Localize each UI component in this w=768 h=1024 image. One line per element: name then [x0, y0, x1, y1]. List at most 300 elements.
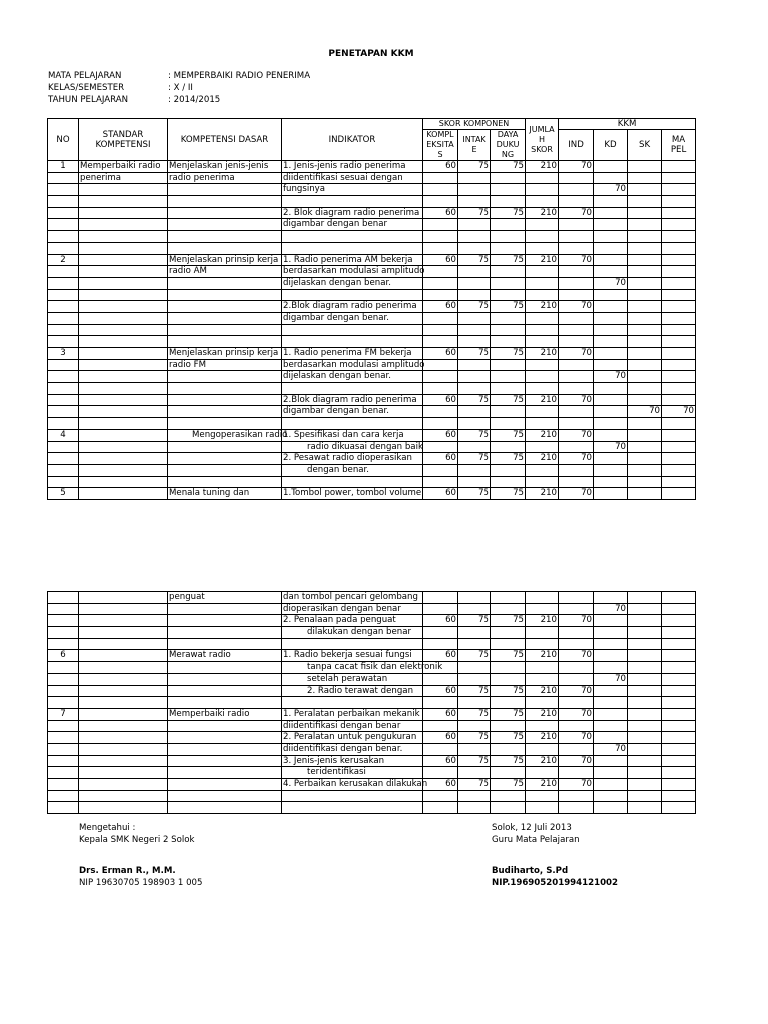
cell-jumlah-skor	[526, 184, 559, 196]
cell-standar-kompetensi: Memperbaiki radio	[79, 161, 168, 173]
cell-kkm-kd	[594, 627, 628, 639]
cell-intake	[458, 592, 491, 604]
cell-kkm-kd	[594, 767, 628, 779]
cell-indikator: digambar dengan benar.	[282, 406, 423, 418]
cell-kompetensi-dasar	[168, 336, 282, 348]
cell-standar-kompetensi	[79, 184, 168, 196]
cell-kompleksitas	[423, 371, 458, 383]
cell-jumlah-skor	[526, 464, 559, 476]
cell-standar-kompetensi	[79, 790, 168, 802]
header-indikator: INDIKATOR	[282, 119, 423, 161]
table-row	[48, 207, 696, 219]
cell-kompleksitas	[423, 627, 458, 639]
cell-standar-kompetensi	[79, 453, 168, 465]
cell-indikator: teridentifikasi	[282, 767, 423, 779]
cell-standar-kompetensi	[79, 301, 168, 313]
cell-jumlah-skor: 210	[526, 301, 559, 313]
cell-intake	[458, 603, 491, 615]
cell-no	[48, 289, 79, 301]
cell-kkm-kd	[594, 312, 628, 324]
table-row	[48, 242, 696, 254]
cell-kompleksitas: 60	[423, 453, 458, 465]
cell-intake: 75	[458, 301, 491, 313]
cell-kompleksitas: 60	[423, 708, 458, 720]
cell-indikator: diidentifikasi dengan benar.	[282, 743, 423, 755]
cell-standar-kompetensi	[79, 231, 168, 243]
cell-indikator: diidentifikasi dengan benar	[282, 720, 423, 732]
cell-kkm-kd	[594, 638, 628, 650]
cell-kkm-kd	[594, 207, 628, 219]
header-kompleksitas: KOMPL EKSITA S	[423, 130, 458, 161]
cell-intake	[458, 673, 491, 685]
cell-indikator: 4. Perbaikan kerusakan dilakukan	[283, 779, 428, 789]
cell-kkm-mapel	[662, 184, 696, 196]
cell-daya-dukung	[491, 406, 526, 418]
cell-kkm-ind	[559, 324, 594, 336]
cell-kompleksitas	[423, 312, 458, 324]
cell-kompleksitas	[423, 266, 458, 278]
cell-kkm-mapel	[662, 488, 696, 500]
meta-value: : MEMPERBAIKI RADIO PENERIMA	[168, 71, 311, 81]
cell-indikator	[282, 242, 423, 254]
table-row	[48, 476, 696, 488]
cell-kkm-mapel	[662, 289, 696, 301]
header-kkm-sk: SK	[628, 130, 662, 161]
cell-standar-kompetensi	[79, 662, 168, 674]
cell-daya-dukung	[491, 476, 526, 488]
cell-no	[48, 441, 79, 453]
cell-no	[48, 685, 79, 697]
cell-intake	[458, 476, 491, 488]
cell-kkm-sk: 70	[628, 406, 662, 418]
cell-daya-dukung	[491, 627, 526, 639]
cell-kkm-sk	[628, 464, 662, 476]
cell-indikator	[282, 697, 423, 709]
cell-kkm-ind: 70	[559, 755, 594, 767]
principal-name: Drs. Erman R., M.M.	[79, 866, 176, 876]
cell-jumlah-skor	[526, 172, 559, 184]
cell-kkm-mapel	[662, 161, 696, 173]
cell-kkm-mapel	[662, 755, 696, 767]
cell-kompetensi-dasar	[168, 743, 282, 755]
cell-kompleksitas	[423, 767, 458, 779]
cell-kkm-ind	[559, 790, 594, 802]
cell-standar-kompetensi	[79, 488, 168, 500]
cell-kkm-sk	[628, 453, 662, 465]
cell-indikator: berdasarkan modulasi amplitudo	[283, 359, 425, 370]
cell-kompetensi-dasar	[168, 779, 282, 791]
cell-kompleksitas: 60	[423, 348, 458, 360]
cell-daya-dukung: 75	[491, 207, 526, 219]
cell-kkm-ind	[559, 277, 594, 289]
cell-kkm-sk	[628, 488, 662, 500]
cell-kompleksitas	[423, 720, 458, 732]
cell-indikator: 2.Blok diagram radio penerima	[282, 394, 423, 406]
cell-kkm-mapel	[662, 685, 696, 697]
cell-standar-kompetensi: penerima	[79, 172, 168, 184]
cell-standar-kompetensi	[79, 685, 168, 697]
cell-jumlah-skor	[526, 592, 559, 604]
table-row	[48, 720, 696, 732]
cell-indikator: diidentifikasi sesuai dengan	[282, 172, 423, 184]
cell-kkm-mapel	[662, 708, 696, 720]
cell-jumlah-skor	[526, 289, 559, 301]
cell-standar-kompetensi	[79, 324, 168, 336]
cell-kompleksitas	[423, 638, 458, 650]
cell-kkm-mapel	[662, 802, 696, 814]
cell-daya-dukung	[491, 266, 526, 278]
cell-kompetensi-dasar	[168, 732, 282, 744]
cell-no	[48, 779, 79, 791]
cell-kompetensi-dasar	[168, 476, 282, 488]
cell-no: 3	[48, 348, 79, 360]
cell-jumlah-skor	[526, 767, 559, 779]
cell-kkm-sk	[628, 673, 662, 685]
cell-daya-dukung: 75	[491, 779, 526, 791]
cell-kkm-ind	[559, 406, 594, 418]
cell-indikator: dioperasikan dengan benar	[282, 603, 423, 615]
cell-standar-kompetensi	[79, 697, 168, 709]
cell-standar-kompetensi	[79, 732, 168, 744]
cell-kkm-ind	[559, 720, 594, 732]
table-row	[48, 673, 696, 685]
cell-standar-kompetensi	[79, 394, 168, 406]
cell-intake	[458, 324, 491, 336]
cell-kompleksitas	[423, 184, 458, 196]
cell-kkm-ind: 70	[559, 394, 594, 406]
cell-indikator: fungsinya	[282, 184, 423, 196]
teacher-nip: NIP.196905201994121002	[492, 878, 619, 888]
cell-kkm-ind: 70	[559, 254, 594, 266]
cell-standar-kompetensi	[79, 196, 168, 208]
table-row	[48, 371, 696, 383]
cell-kkm-kd	[594, 779, 628, 791]
cell-kkm-kd	[594, 359, 628, 371]
cell-kkm-ind	[559, 476, 594, 488]
cell-kkm-ind	[559, 242, 594, 254]
cell-kkm-ind: 70	[559, 732, 594, 744]
cell-kompleksitas	[423, 592, 458, 604]
cell-kkm-mapel	[662, 441, 696, 453]
cell-kompetensi-dasar: Memperbaiki radio	[168, 708, 282, 720]
cell-intake	[458, 196, 491, 208]
cell-indikator	[282, 383, 423, 395]
cell-kkm-kd	[594, 172, 628, 184]
table-row	[48, 172, 696, 184]
cell-kkm-mapel	[662, 312, 696, 324]
cell-kkm-sk	[628, 638, 662, 650]
cell-standar-kompetensi	[79, 242, 168, 254]
table-row	[48, 429, 696, 441]
cell-daya-dukung	[491, 184, 526, 196]
cell-intake	[458, 219, 491, 231]
cell-kkm-mapel	[662, 476, 696, 488]
cell-kkm-kd	[594, 266, 628, 278]
cell-kompetensi-dasar	[168, 453, 282, 465]
cell-jumlah-skor	[526, 638, 559, 650]
teacher-title: Guru Mata Pelajaran	[492, 835, 580, 845]
cell-jumlah-skor	[526, 242, 559, 254]
cell-no	[48, 418, 79, 430]
cell-kompetensi-dasar	[168, 231, 282, 243]
cell-daya-dukung	[491, 289, 526, 301]
cell-kkm-mapel	[662, 394, 696, 406]
cell-jumlah-skor	[526, 476, 559, 488]
cell-intake	[458, 662, 491, 674]
cell-kompetensi-dasar: radio penerima	[168, 172, 282, 184]
cell-kompleksitas	[423, 172, 458, 184]
cell-kompleksitas	[423, 336, 458, 348]
cell-kkm-kd	[594, 755, 628, 767]
cell-kkm-kd	[594, 242, 628, 254]
cell-no	[48, 464, 79, 476]
cell-kompetensi-dasar	[168, 277, 282, 289]
cell-no	[48, 277, 79, 289]
cell-kompetensi-dasar	[168, 289, 282, 301]
cell-kkm-ind: 70	[559, 348, 594, 360]
cell-intake	[458, 802, 491, 814]
cell-kompleksitas: 60	[423, 615, 458, 627]
cell-no	[48, 172, 79, 184]
header-standar-kompetensi: STANDAR KOMPETENSI	[79, 119, 168, 161]
cell-standar-kompetensi	[79, 336, 168, 348]
cell-intake: 75	[458, 779, 491, 791]
cell-kkm-kd: 70	[594, 441, 628, 453]
cell-standar-kompetensi	[79, 638, 168, 650]
table-row	[48, 779, 696, 791]
cell-kkm-mapel	[662, 242, 696, 254]
cell-no	[48, 697, 79, 709]
cell-kkm-sk	[628, 161, 662, 173]
cell-intake	[458, 441, 491, 453]
cell-standar-kompetensi	[79, 266, 168, 278]
cell-kkm-kd	[594, 488, 628, 500]
table-row	[48, 254, 696, 266]
cell-standar-kompetensi	[79, 767, 168, 779]
cell-kkm-mapel	[662, 371, 696, 383]
cell-kkm-ind	[559, 289, 594, 301]
cell-intake	[458, 359, 491, 371]
cell-jumlah-skor	[526, 266, 559, 278]
cell-kkm-sk	[628, 732, 662, 744]
cell-no	[48, 638, 79, 650]
cell-indikator: setelah perawatan	[282, 673, 423, 685]
cell-kompetensi-dasar	[168, 627, 282, 639]
cell-kkm-sk	[628, 755, 662, 767]
header-jumlah-skor: JUMLA H SKOR	[526, 119, 559, 161]
cell-kkm-mapel	[662, 790, 696, 802]
cell-jumlah-skor	[526, 312, 559, 324]
cell-no	[48, 184, 79, 196]
cell-jumlah-skor	[526, 219, 559, 231]
cell-no	[48, 615, 79, 627]
cell-kkm-sk	[628, 231, 662, 243]
cell-kkm-ind	[559, 312, 594, 324]
cell-daya-dukung	[491, 371, 526, 383]
cell-jumlah-skor	[526, 383, 559, 395]
cell-kkm-kd	[594, 196, 628, 208]
table-row	[48, 615, 696, 627]
table-row	[48, 359, 696, 371]
cell-kompleksitas: 60	[423, 429, 458, 441]
cell-standar-kompetensi	[79, 673, 168, 685]
cell-daya-dukung: 75	[491, 732, 526, 744]
cell-indikator: 1.Tombol power, tombol volume	[283, 488, 422, 499]
cell-kkm-mapel	[662, 627, 696, 639]
kkm-table-continued	[47, 591, 696, 814]
cell-kkm-kd: 70	[594, 603, 628, 615]
cell-kkm-kd	[594, 708, 628, 720]
cell-kkm-sk	[628, 312, 662, 324]
cell-kkm-ind	[559, 743, 594, 755]
cell-standar-kompetensi	[79, 603, 168, 615]
cell-no	[48, 627, 79, 639]
cell-kompetensi-dasar	[168, 441, 282, 453]
cell-kkm-mapel	[662, 254, 696, 266]
cell-no: 6	[48, 650, 79, 662]
cell-indikator: dijelaskan dengan benar.	[282, 371, 423, 383]
cell-kompetensi-dasar	[168, 662, 282, 674]
cell-kkm-ind	[559, 627, 594, 639]
header-kompetensi-dasar: KOMPETENSI DASAR	[168, 119, 282, 161]
cell-kompleksitas	[423, 383, 458, 395]
cell-kkm-kd: 70	[594, 184, 628, 196]
header-no: NO	[48, 119, 79, 161]
cell-daya-dukung	[491, 196, 526, 208]
cell-daya-dukung: 75	[491, 650, 526, 662]
cell-jumlah-skor	[526, 196, 559, 208]
cell-indikator	[282, 418, 423, 430]
cell-kkm-kd	[594, 418, 628, 430]
cell-no	[48, 336, 79, 348]
cell-daya-dukung	[491, 219, 526, 231]
cell-indikator	[282, 231, 423, 243]
cell-indikator	[282, 638, 423, 650]
cell-kompleksitas	[423, 673, 458, 685]
cell-kkm-kd	[594, 464, 628, 476]
cell-daya-dukung: 75	[491, 708, 526, 720]
cell-jumlah-skor: 210	[526, 779, 559, 791]
cell-daya-dukung	[491, 697, 526, 709]
cell-kkm-ind: 70	[559, 615, 594, 627]
cell-kkm-sk	[628, 592, 662, 604]
cell-kkm-mapel	[662, 767, 696, 779]
cell-no	[48, 603, 79, 615]
cell-kkm-kd	[594, 802, 628, 814]
table-row	[48, 324, 696, 336]
cell-kkm-kd	[594, 383, 628, 395]
cell-kkm-sk	[628, 371, 662, 383]
cell-kkm-sk	[628, 802, 662, 814]
cell-kompetensi-dasar	[168, 196, 282, 208]
cell-indikator: 1. Radio penerima FM bekerja	[282, 348, 423, 360]
cell-no	[48, 266, 79, 278]
cell-daya-dukung: 75	[491, 394, 526, 406]
cell-kompleksitas	[423, 418, 458, 430]
table-row	[48, 301, 696, 313]
cell-intake	[458, 720, 491, 732]
cell-indikator: radio dikuasai dengan baik	[282, 441, 423, 453]
cell-kompetensi-dasar	[168, 301, 282, 313]
cell-kkm-mapel	[662, 336, 696, 348]
cell-jumlah-skor	[526, 673, 559, 685]
cell-kkm-mapel	[662, 418, 696, 430]
cell-jumlah-skor	[526, 627, 559, 639]
cell-daya-dukung: 75	[491, 755, 526, 767]
table-row	[48, 441, 696, 453]
cell-kompleksitas: 60	[423, 755, 458, 767]
cell-kompetensi-dasar: Menjelaskan prinsip kerja	[168, 254, 282, 266]
cell-kompleksitas	[423, 231, 458, 243]
cell-daya-dukung: 75	[491, 453, 526, 465]
cell-standar-kompetensi	[79, 359, 168, 371]
table-row	[48, 627, 696, 639]
cell-kompleksitas: 60	[423, 301, 458, 313]
cell-kompleksitas	[423, 324, 458, 336]
cell-kkm-mapel	[662, 383, 696, 395]
cell-kkm-kd	[594, 336, 628, 348]
meta-label: MATA PELAJARAN	[48, 71, 122, 81]
cell-standar-kompetensi	[79, 406, 168, 418]
cell-jumlah-skor: 210	[526, 254, 559, 266]
cell-kkm-ind: 70	[559, 301, 594, 313]
cell-kkm-mapel	[662, 732, 696, 744]
cell-kkm-ind	[559, 802, 594, 814]
cell-kkm-ind	[559, 359, 594, 371]
cell-indikator: dijelaskan dengan benar.	[282, 277, 423, 289]
cell-kkm-mapel	[662, 673, 696, 685]
cell-kompleksitas	[423, 790, 458, 802]
cell-jumlah-skor: 210	[526, 615, 559, 627]
cell-kkm-ind	[559, 638, 594, 650]
cell-kkm-kd	[594, 219, 628, 231]
cell-standar-kompetensi	[79, 312, 168, 324]
cell-kkm-kd: 70	[594, 673, 628, 685]
cell-intake: 75	[458, 488, 491, 500]
cell-indikator: 2. Radio terawat dengan	[282, 685, 423, 697]
cell-jumlah-skor: 210	[526, 453, 559, 465]
cell-no	[48, 662, 79, 674]
cell-kkm-mapel	[662, 697, 696, 709]
cell-kkm-ind	[559, 371, 594, 383]
cell-standar-kompetensi	[79, 708, 168, 720]
cell-kompetensi-dasar: radio FM	[168, 359, 282, 371]
cell-intake	[458, 371, 491, 383]
cell-kkm-sk	[628, 767, 662, 779]
cell-kkm-sk	[628, 650, 662, 662]
cell-jumlah-skor	[526, 277, 559, 289]
table-row	[48, 161, 696, 173]
cell-jumlah-skor	[526, 603, 559, 615]
cell-standar-kompetensi	[79, 289, 168, 301]
cell-no	[48, 231, 79, 243]
cell-intake	[458, 266, 491, 278]
cell-kkm-ind: 70	[559, 161, 594, 173]
cell-kkm-kd	[594, 394, 628, 406]
cell-no: 7	[48, 708, 79, 720]
cell-kompetensi-dasar	[168, 464, 282, 476]
cell-kompleksitas	[423, 802, 458, 814]
cell-indikator	[282, 336, 423, 348]
cell-daya-dukung	[491, 231, 526, 243]
cell-intake	[458, 231, 491, 243]
cell-kkm-ind: 70	[559, 650, 594, 662]
cell-kompetensi-dasar	[168, 242, 282, 254]
cell-kkm-sk	[628, 790, 662, 802]
cell-indikator	[282, 289, 423, 301]
cell-indikator	[282, 802, 423, 814]
cell-daya-dukung	[491, 172, 526, 184]
